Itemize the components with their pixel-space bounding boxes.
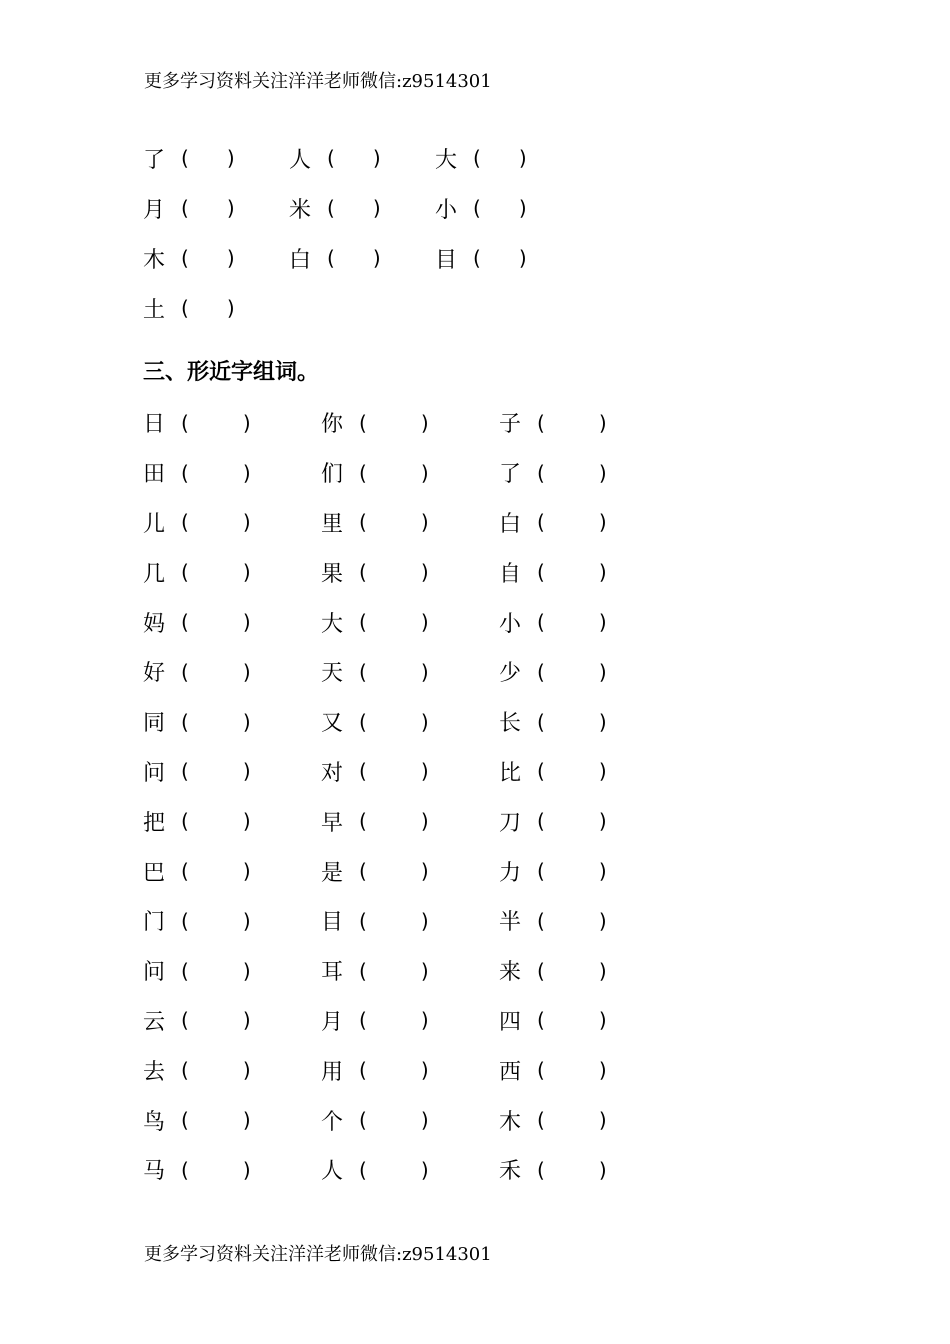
answer-paren-close: ) [242,510,251,535]
answer-paren-open: ( [181,809,189,834]
answer-paren-close: ) [242,1157,251,1182]
answer-paren-close: ) [420,510,429,535]
answer-paren-open: ( [181,1008,189,1033]
exercise-item [499,706,677,737]
answer-paren-open: ( [181,196,189,220]
exercise-row [143,398,677,448]
exercise-character: 个 [321,1109,344,1135]
answer-paren-close: ) [226,146,235,170]
answer-paren-open: ( [537,610,545,635]
exercise-character: 小 [499,611,522,637]
exercise-character: 你 [321,412,344,438]
answer-paren-close: ) [598,510,607,535]
answer-paren-open: ( [181,296,189,320]
exercise-item [143,293,289,324]
exercise-item [321,1005,499,1036]
answer-paren-open: ( [181,908,189,933]
page-header: 更多学习资料关注洋洋老师微信:z9514301 [144,71,492,92]
exercise-item [499,1154,677,1185]
answer-paren-open: ( [359,709,367,734]
answer-paren-close: ) [242,958,251,983]
exercise-character: 刀 [499,810,522,836]
exercise-item [499,756,677,787]
answer-paren-open: ( [359,510,367,535]
exercise-character: 了 [143,147,166,173]
answer-paren-close: ) [598,958,607,983]
exercise-item [321,407,499,438]
answer-paren-open: ( [181,659,189,684]
exercise-row [143,647,677,697]
answer-paren-open: ( [181,510,189,535]
answer-paren-open: ( [327,246,335,270]
exercise-row [143,283,581,333]
exercise-character: 们 [321,462,344,488]
answer-paren-close: ) [598,1008,607,1033]
answer-paren-close: ) [598,460,607,485]
answer-paren-close: ) [226,296,235,320]
exercise-character: 木 [499,1109,522,1135]
exercise-row [143,796,677,846]
answer-paren-open: ( [473,196,481,220]
exercise-item [499,1055,677,1086]
exercise-item [499,507,677,538]
exercise-item [321,607,499,638]
answer-paren-open: ( [181,859,189,884]
answer-paren-close: ) [518,196,527,220]
exercise-item [499,806,677,837]
exercise-character: 把 [143,810,166,836]
exercise-item [143,1005,321,1036]
character-exercise-section [143,133,581,333]
answer-paren-close: ) [372,196,381,220]
answer-paren-open: ( [537,510,545,535]
exercise-character: 田 [143,462,166,488]
exercise-item [499,1105,677,1136]
exercise-row [143,946,677,996]
exercise-item [143,1154,321,1185]
answer-paren-open: ( [181,759,189,784]
exercise-item [499,1005,677,1036]
exercise-character: 米 [289,197,312,223]
answer-paren-close: ) [598,1157,607,1182]
exercise-item [321,1154,499,1185]
exercise-character: 四 [499,1009,522,1035]
exercise-character: 长 [499,711,522,737]
exercise-character: 禾 [499,1159,522,1185]
exercise-character: 土 [143,297,166,323]
answer-paren-open: ( [359,809,367,834]
answer-paren-close: ) [598,410,607,435]
exercise-item [321,457,499,488]
exercise-character: 人 [289,147,312,173]
exercise-item [321,806,499,837]
answer-paren-open: ( [181,560,189,585]
answer-paren-close: ) [598,560,607,585]
exercise-item [289,243,435,274]
answer-paren-close: ) [420,659,429,684]
answer-paren-close: ) [518,246,527,270]
exercise-row [143,1095,677,1145]
exercise-item [143,955,321,986]
answer-paren-open: ( [537,460,545,485]
answer-paren-open: ( [359,908,367,933]
exercise-character: 耳 [321,960,344,986]
exercise-character: 日 [143,412,166,438]
exercise-character: 同 [143,711,166,737]
answer-paren-open: ( [181,1058,189,1083]
exercise-character: 用 [321,1059,344,1085]
answer-paren-close: ) [420,1008,429,1033]
answer-paren-close: ) [518,146,527,170]
answer-paren-close: ) [242,1008,251,1033]
answer-paren-open: ( [181,1108,189,1133]
answer-paren-close: ) [598,859,607,884]
exercise-item [143,507,321,538]
exercise-character: 鸟 [143,1109,166,1135]
answer-paren-open: ( [359,610,367,635]
answer-paren-open: ( [327,196,335,220]
exercise-character: 月 [321,1009,344,1035]
exercise-item [321,656,499,687]
answer-paren-open: ( [359,759,367,784]
answer-paren-open: ( [181,958,189,983]
exercise-character: 云 [143,1009,166,1035]
exercise-character: 问 [143,760,166,786]
exercise-character: 马 [143,1159,166,1185]
exercise-item [143,143,289,174]
exercise-character: 目 [321,910,344,936]
exercise-character: 半 [499,910,522,936]
answer-paren-close: ) [242,1108,251,1133]
answer-paren-close: ) [420,410,429,435]
exercise-item [143,905,321,936]
answer-paren-open: ( [537,1008,545,1033]
exercise-character: 是 [321,860,344,886]
answer-paren-close: ) [420,908,429,933]
answer-paren-open: ( [181,1157,189,1182]
answer-paren-close: ) [420,610,429,635]
exercise-item [143,1105,321,1136]
answer-paren-close: ) [420,859,429,884]
exercise-character: 力 [499,860,522,886]
answer-paren-close: ) [242,908,251,933]
exercise-row [143,996,677,1046]
exercise-item [499,955,677,986]
exercise-character: 自 [499,561,522,587]
exercise-item [143,243,289,274]
answer-paren-open: ( [537,1157,545,1182]
exercise-character: 大 [435,147,458,173]
exercise-character: 几 [143,561,166,587]
exercise-row [143,133,581,183]
exercise-character: 妈 [143,611,166,637]
exercise-character: 果 [321,561,344,587]
answer-paren-close: ) [242,560,251,585]
exercise-character: 白 [499,511,522,537]
exercise-item [289,143,435,174]
exercise-row [143,597,677,647]
answer-paren-open: ( [473,146,481,170]
exercise-character: 西 [499,1059,522,1085]
answer-paren-open: ( [359,1157,367,1182]
answer-paren-open: ( [181,610,189,635]
answer-paren-close: ) [242,1058,251,1083]
exercise-row [143,448,677,498]
exercise-character: 少 [499,661,522,687]
exercise-item [321,706,499,737]
answer-paren-open: ( [359,659,367,684]
answer-paren-open: ( [181,246,189,270]
exercise-item [143,656,321,687]
answer-paren-close: ) [420,1108,429,1133]
answer-paren-open: ( [359,859,367,884]
exercise-character: 木 [143,247,166,273]
exercise-item [321,955,499,986]
answer-paren-open: ( [537,560,545,585]
exercise-character: 人 [321,1159,344,1185]
exercise-row [143,183,581,233]
exercise-item [143,756,321,787]
exercise-item [499,656,677,687]
answer-paren-open: ( [537,859,545,884]
answer-paren-close: ) [242,410,251,435]
exercise-row [143,697,677,747]
answer-paren-close: ) [242,659,251,684]
answer-paren-open: ( [359,460,367,485]
exercise-item [143,457,321,488]
exercise-character: 巴 [143,860,166,886]
answer-paren-open: ( [359,1108,367,1133]
answer-paren-close: ) [242,759,251,784]
answer-paren-close: ) [226,246,235,270]
exercise-item [499,557,677,588]
exercise-character: 子 [499,412,522,438]
answer-paren-open: ( [537,759,545,784]
answer-paren-open: ( [537,659,545,684]
answer-paren-open: ( [537,809,545,834]
answer-paren-open: ( [537,410,545,435]
answer-paren-open: ( [359,560,367,585]
answer-paren-open: ( [359,1058,367,1083]
answer-paren-close: ) [420,759,429,784]
exercise-item [289,193,435,224]
answer-paren-open: ( [181,146,189,170]
exercise-item [321,1105,499,1136]
exercise-character: 目 [435,247,458,273]
answer-paren-close: ) [420,460,429,485]
exercise-character: 好 [143,661,166,687]
answer-paren-open: ( [537,1058,545,1083]
answer-paren-open: ( [327,146,335,170]
exercise-item [435,143,581,174]
answer-paren-open: ( [537,709,545,734]
exercise-item [143,856,321,887]
answer-paren-close: ) [242,859,251,884]
answer-paren-open: ( [537,908,545,933]
exercise-character: 里 [321,511,344,537]
exercise-item [143,706,321,737]
exercise-item [499,407,677,438]
answer-paren-close: ) [242,610,251,635]
exercise-item [143,806,321,837]
answer-paren-close: ) [598,1058,607,1083]
answer-paren-close: ) [242,460,251,485]
section-title: 三、形近字组词。 [143,360,320,385]
answer-paren-close: ) [226,196,235,220]
exercise-item [499,856,677,887]
answer-paren-close: ) [242,709,251,734]
exercise-item [499,457,677,488]
similar-character-section [143,398,677,1195]
answer-paren-open: ( [181,709,189,734]
exercise-character: 对 [321,760,344,786]
exercise-item [321,905,499,936]
page-footer: 更多学习资料关注洋洋老师微信:z9514301 [144,1244,492,1265]
exercise-item [143,193,289,224]
answer-paren-open: ( [537,1108,545,1133]
exercise-character: 问 [143,960,166,986]
answer-paren-close: ) [598,809,607,834]
answer-paren-open: ( [359,410,367,435]
exercise-character: 了 [499,462,522,488]
exercise-item [435,193,581,224]
exercise-character: 又 [321,711,344,737]
answer-paren-close: ) [372,246,381,270]
answer-paren-close: ) [598,908,607,933]
exercise-row [143,1045,677,1095]
exercise-character: 白 [289,247,312,273]
answer-paren-open: ( [181,410,189,435]
exercise-item [143,557,321,588]
answer-paren-close: ) [598,759,607,784]
answer-paren-close: ) [420,958,429,983]
answer-paren-close: ) [420,1157,429,1182]
answer-paren-close: ) [372,146,381,170]
exercise-item [499,905,677,936]
exercise-row [143,498,677,548]
exercise-row [143,233,581,283]
exercise-item [143,607,321,638]
exercise-row [143,896,677,946]
exercise-item [321,856,499,887]
answer-paren-close: ) [598,709,607,734]
exercise-item [321,1055,499,1086]
exercise-character: 来 [499,960,522,986]
exercise-item [143,1055,321,1086]
exercise-item [143,407,321,438]
exercise-item [321,557,499,588]
exercise-row [143,547,677,597]
exercise-item [435,243,581,274]
exercise-item [499,607,677,638]
exercise-row [143,747,677,797]
answer-paren-close: ) [420,709,429,734]
exercise-row [143,1145,677,1195]
exercise-character: 小 [435,197,458,223]
exercise-character: 天 [321,661,344,687]
exercise-item [321,756,499,787]
answer-paren-open: ( [537,958,545,983]
exercise-character: 门 [143,910,166,936]
exercise-character: 早 [321,810,344,836]
exercise-character: 比 [499,760,522,786]
exercise-character: 大 [321,611,344,637]
exercise-character: 月 [143,197,166,223]
exercise-item [321,507,499,538]
answer-paren-close: ) [242,809,251,834]
answer-paren-close: ) [598,659,607,684]
exercise-row [143,846,677,896]
answer-paren-close: ) [420,560,429,585]
answer-paren-open: ( [359,958,367,983]
answer-paren-open: ( [181,460,189,485]
exercise-character: 去 [143,1059,166,1085]
answer-paren-close: ) [598,1108,607,1133]
answer-paren-close: ) [598,610,607,635]
answer-paren-open: ( [473,246,481,270]
answer-paren-close: ) [420,1058,429,1083]
answer-paren-open: ( [359,1008,367,1033]
answer-paren-close: ) [420,809,429,834]
exercise-character: 儿 [143,511,166,537]
